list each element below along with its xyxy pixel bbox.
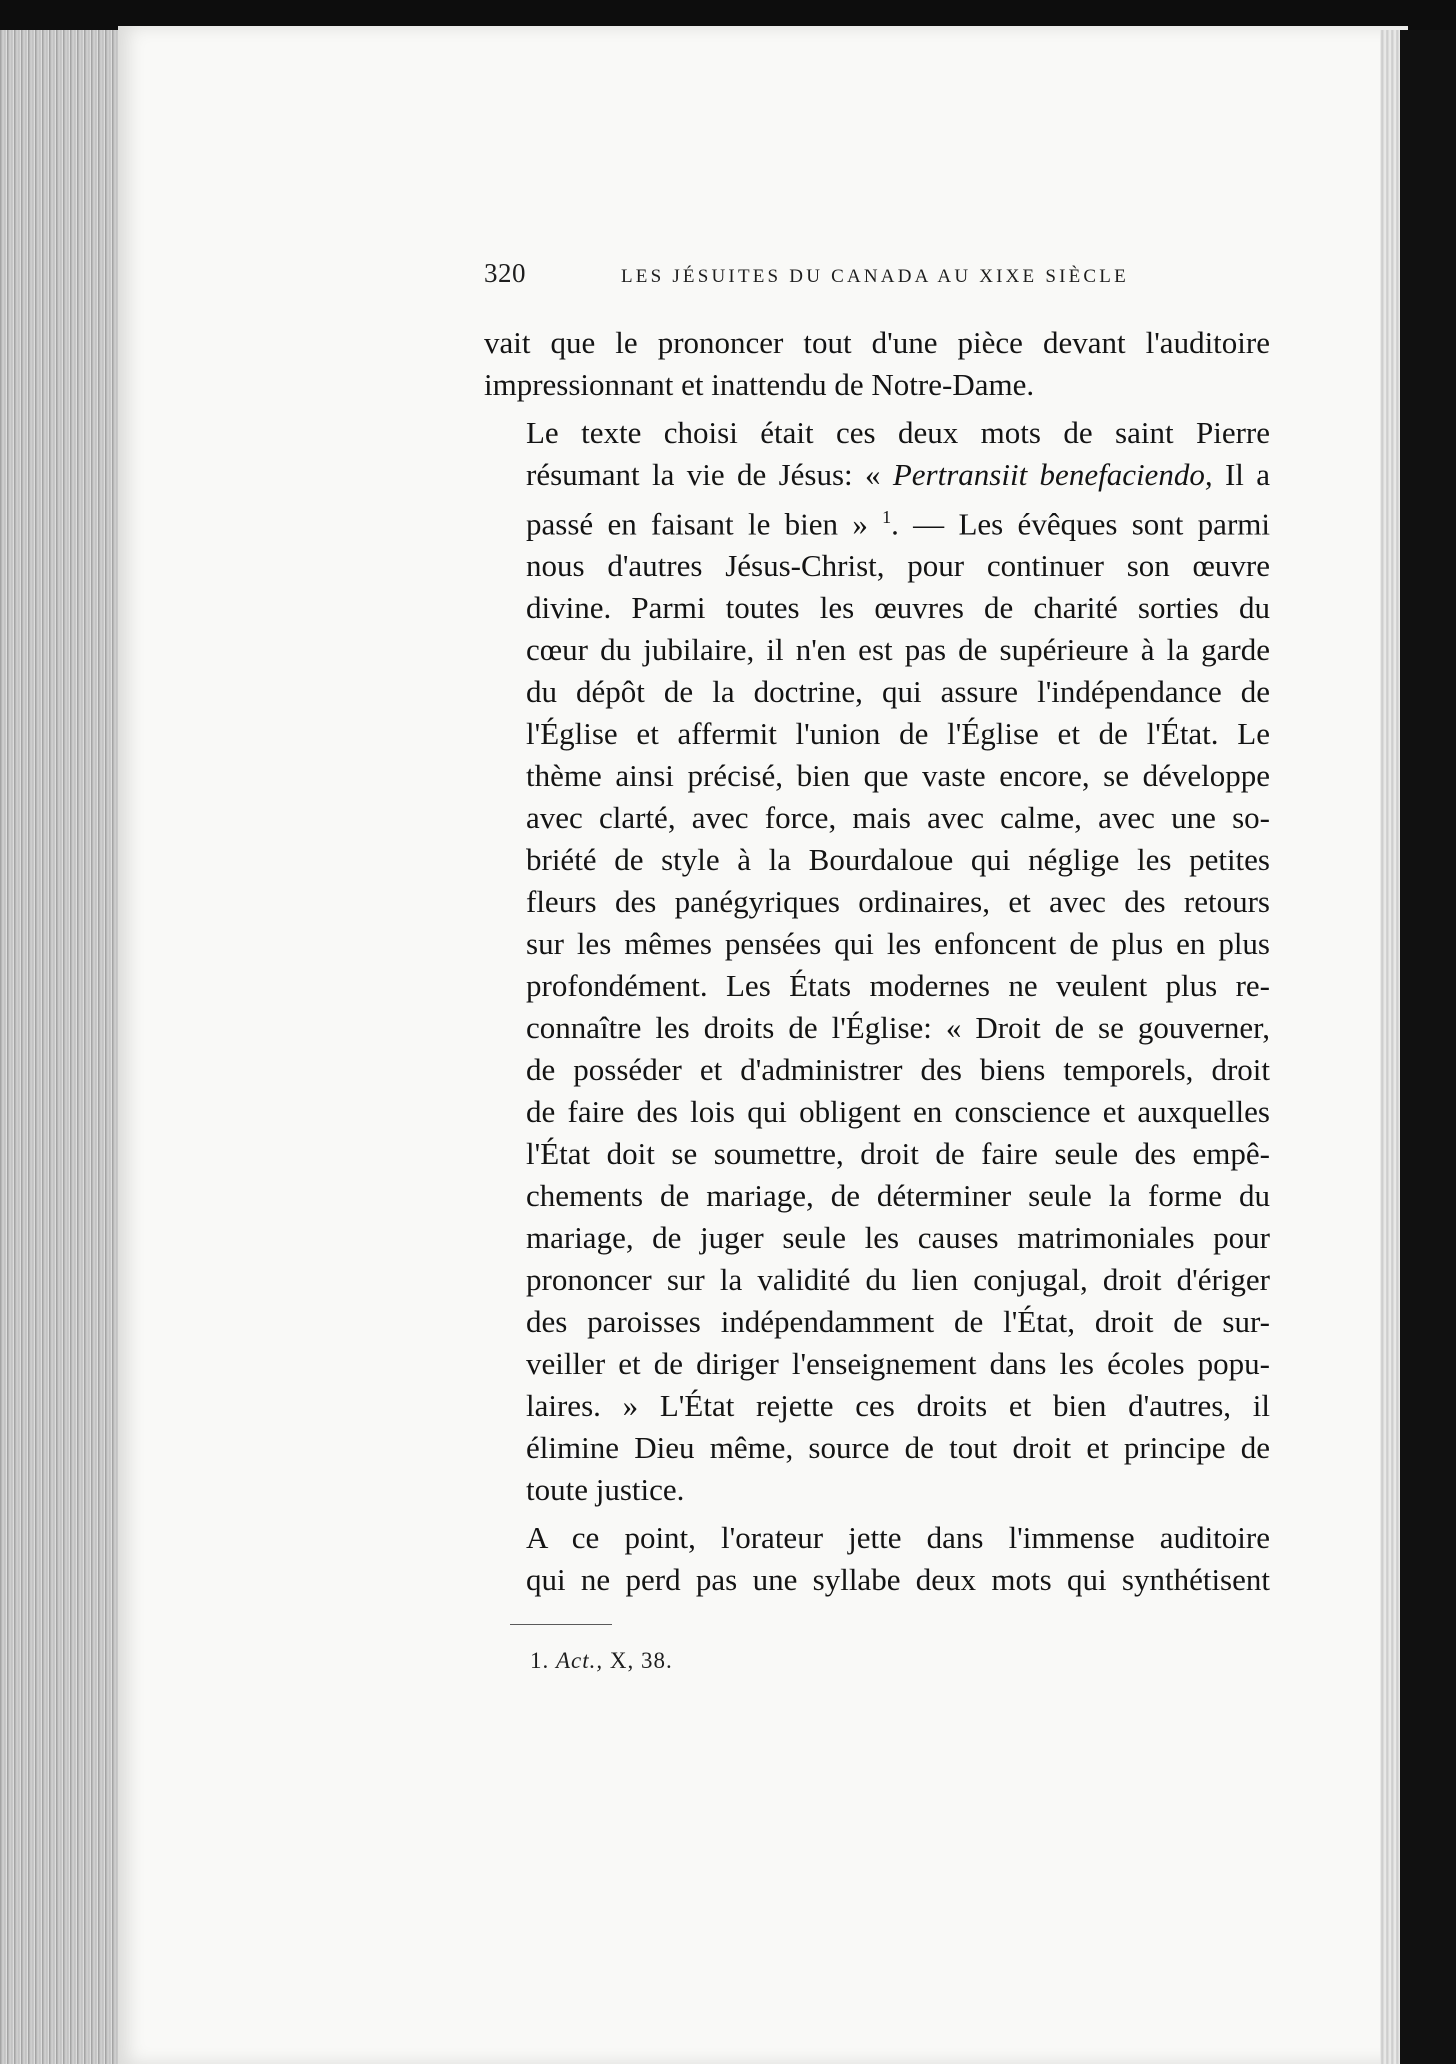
text-line: briété de style à la Bourdaloue qui néglige les petites (526, 842, 1270, 878)
text-line: vait que le prononcer tout d'une pièce devant l'auditoire (484, 325, 1270, 360)
paragraph-sermon (484, 412, 1270, 1511)
text-run: . — Les évêques sont parmi (891, 506, 1270, 542)
page-number: 320 (484, 258, 526, 288)
text-line: l'Église et affermit l'union de l'Église et de l'État. Le (526, 716, 1270, 752)
text-line: cœur du jubilaire, il n'en est pas de supérieure à la garde (526, 632, 1270, 668)
text-line: laires. » L'État rejette ces droits et bien d'autres, il (526, 1388, 1270, 1424)
text-line: élimine Dieu même, source de tout droit et principe de (526, 1430, 1270, 1466)
text-line: veiller et de diriger l'enseignement dans les écoles popu- (526, 1346, 1270, 1382)
footnote-marker: 1 (882, 507, 892, 527)
latin-quote: Pertransiit benefaciendo, (892, 457, 1213, 492)
text-line: divine. Parmi toutes les œuvres de charité sorties du (526, 590, 1270, 626)
text-line: prononcer sur la validité du lien conjugal, droit d'ériger (526, 1262, 1270, 1298)
paragraph-orator (484, 1517, 1270, 1601)
text-line: A ce point, l'orateur jette dans l'immense auditoire (526, 1520, 1270, 1556)
text-line: mariage, de juger seule les causes matrimoniales pour (526, 1220, 1270, 1256)
footnote-number: 1. (530, 1648, 550, 1673)
text-run: résumant la vie de Jésus: « (526, 457, 893, 492)
running-header (484, 258, 1134, 298)
text-line: de faire des lois qui obligent en conscience et auxquelles (526, 1094, 1270, 1130)
page-stack-left (0, 30, 125, 2064)
scan-border-right (1400, 30, 1456, 2064)
paragraph-continuation (484, 322, 1270, 406)
text-line: chements de mariage, de déterminer seule la forme du (526, 1178, 1270, 1214)
text-line: nous d'autres Jésus-Christ, pour continuer son œuvre (526, 548, 1270, 584)
text-line: qui ne perd pas une syllabe deux mots qui synthétisent (526, 1562, 1270, 1598)
text-run: passé en faisant le bien » (526, 506, 883, 542)
running-title: LES JÉSUITES DU CANADA AU XIXE SIÈCLE (621, 266, 1129, 287)
text-line: l'État doit se soumettre, droit de faire seule des empê- (526, 1136, 1270, 1172)
footnote (530, 1648, 673, 1674)
text-line (484, 454, 1270, 496)
text-line: thème ainsi précisé, bien que vaste encore, se développe (526, 758, 1270, 794)
text-line: fleurs des panégyriques ordinaires, et avec des retours (526, 884, 1270, 920)
footnote-reference: X, 38. (609, 1648, 673, 1673)
text-line: de posséder et d'administrer des biens temporels, droit (526, 1052, 1270, 1088)
text-line: profondément. Les États modernes ne veulent plus re- (526, 968, 1270, 1004)
text-line: sur les mêmes pensées qui les enfoncent de plus en plus (526, 926, 1270, 962)
text-line (484, 496, 1270, 545)
footnote-rule (510, 1624, 612, 1625)
text-run: Il a (1212, 457, 1270, 492)
body-text (484, 322, 1270, 1601)
text-line: connaître les droits de l'Église: « Droit de se gouverner, (526, 1010, 1270, 1046)
text-line: avec clarté, avec force, mais avec calme, avec une so- (526, 800, 1270, 836)
text-line: impressionnant et inattendu de Notre-Dame. (484, 367, 1035, 402)
footnote-source: Act., (556, 1648, 604, 1673)
text-line: toute justice. (526, 1472, 685, 1508)
text-line: Le texte choisi était ces deux mots de saint Pierre (526, 415, 1270, 450)
text-line: des paroisses indépendamment de l'État, droit de sur- (526, 1304, 1270, 1340)
text-line: du dépôt de la doctrine, qui assure l'indépendance de (526, 674, 1270, 710)
